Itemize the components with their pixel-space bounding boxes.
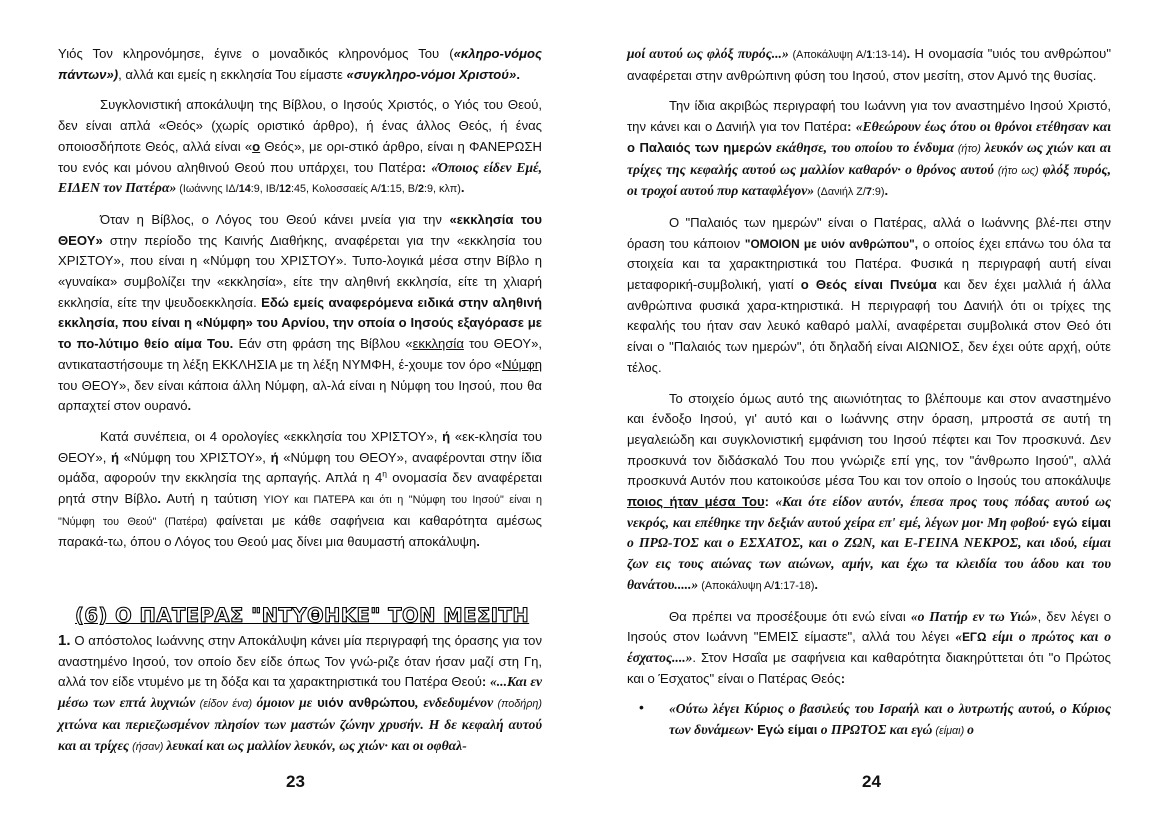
bullet-icon: • xyxy=(639,699,644,716)
text-run: (ήτο ως) xyxy=(993,164,1043,177)
text-run: :17-18) xyxy=(780,579,815,592)
text-run: λευκαί και ως μαλλίον λευκόν, ως χιών· και οι οφθαλ- xyxy=(166,737,467,753)
paragraph xyxy=(58,210,542,417)
text-run: (είδον ένα) xyxy=(195,698,257,711)
text-run: 7 xyxy=(865,186,872,199)
bullet-text xyxy=(669,699,1111,741)
text-run: φλόξ πυρός, οι τροχοί αυτού πυρ καταφλέγον» xyxy=(627,161,1111,199)
text-run: είμι ο πρώτος και ο έσχατος....» xyxy=(627,629,1111,665)
numbered-paragraph xyxy=(58,631,542,757)
text-run: και δεν έχει μαλλιά ή άλλα ανθρώπινα φυσικά χαρα-κτηριστικά. Η περιγραφή του Δανιήλ ότι οι τρίχες της κεφαλής του ήταν σαν λευκό καθαρό μαλλί, αναφέρεται συμβολικά στον Θεό ότι είναι ο "Παλαιός των ημερών", ότι δηλαδή είναι ΑΙΩΝΙΟΣ, δεν έχει ούτε αρχή, ούτε τέλος. xyxy=(627,277,1111,375)
text-run: «...Και εν μέσω των επτά λυχνιών xyxy=(58,674,543,711)
text-run: Ο απόστολος Ιωάννης στην Αποκάλυψη κάνει μία περιγραφή της όρασης για τον αναστημένο Ιησού, τον οποίο δεν είδε όπως Τον γνώ-ριζε όταν ήσαν μαζί στη Γη, αλλά τον είδε ντυμένο με τη δόξα και τα χαρακτηριστικά του Πατέρα Θεού xyxy=(58,633,542,690)
page-number: 23 xyxy=(286,772,305,791)
left-page xyxy=(58,44,542,553)
right-page xyxy=(627,44,1111,742)
text-run: . xyxy=(516,66,520,82)
text-run: «κληρο-νόμος πάντων») xyxy=(58,46,542,82)
text-run: . xyxy=(187,398,192,414)
text-run: (ήτο) xyxy=(954,142,985,155)
text-run: :13-14) xyxy=(872,49,907,61)
text-run: :9, ΙΒ/ xyxy=(250,183,279,196)
text-run: , δεν λέγει ο Ιησούς στον Ιωάννη "ΕΜΕΙΣ είμαστε", αλλά του λέγει xyxy=(627,608,1111,645)
text-run: ο Παλαιός των ημερών xyxy=(627,139,772,155)
text-run: «ο Πατήρ εν τω Υιώ» xyxy=(910,608,1038,624)
text-run: : xyxy=(764,494,776,510)
text-run: «Εθεώρουν έως ότου οι θρόνοι ετέθησαν και xyxy=(855,119,1112,135)
paragraph xyxy=(627,44,1111,86)
text-run: (Δανιήλ Ζ/ xyxy=(814,186,866,199)
text-run: Το στοιχείο όμως αυτό της αιωνιότητας το βλέπουμε και στον αναστημένο και ένδοξο Ιησού, γι' αυτό και ο Ιωάννης στην όραση, μπροστά σε αυτή τη μεγαλειώδη και συγκλονιστική εμφάνιση του Ιησού πέφτει και Τον προσκυνά. Δεν προσκυνά τον διδάσκαλό Του που γνώριζε επί γης, τον "άνθρωπο Ιησού", αλλά προσκυνά Αυτόν που κατοικούσε μέσα Του και τον οποίο ο Ιησούς του αποκάλυψε xyxy=(627,390,1111,489)
text-run: ΕΓΩ xyxy=(962,630,987,645)
text-run: μοί αυτού ως φλόξ πυρός...» xyxy=(627,46,789,61)
text-run: «Νύμφη του ΧΡΙΣΤΟΥ», xyxy=(118,449,271,465)
paragraph xyxy=(58,427,542,553)
paragraph xyxy=(627,213,1111,379)
text-run: 1. xyxy=(58,632,71,649)
paragraph xyxy=(58,95,542,200)
text-run: :15, Β/ xyxy=(386,183,418,196)
text-run: . xyxy=(460,180,465,196)
text-run: (Ιωάννης ΙΔ/ xyxy=(176,183,239,196)
paragraph xyxy=(627,96,1111,203)
text-run: :9) xyxy=(871,186,885,199)
text-run: . xyxy=(157,491,161,507)
text-run: Εγώ είμαι xyxy=(757,722,818,738)
text-run: «Και ότε είδον αυτόν, έπεσα προς τους πόδας αυτού ως νεκρός, και επέθηκε την δεξιάν αυτού χείρα επ' εμέ, λέγων μοι· Μη φοβού· xyxy=(627,494,1111,530)
text-run: Θα πρέπει να προσέξουμε ότι ενώ είναι xyxy=(669,608,911,624)
text-run: , ενδεδυμένον xyxy=(415,695,494,711)
text-run: όμοιον με xyxy=(256,695,318,711)
text-run: ονομασία δεν αναφέρεται ρητά στην Βίβλο xyxy=(58,470,542,507)
text-run: εκκλησία xyxy=(412,336,464,352)
text-run: Συγκλονιστική αποκάλυψη της Βίβλου, ο Ιησούς Χριστός, ο Υιός του Θεού, δεν είναι απλά «Θεός» (χωρίς οριστικό άρθρο), ή ένας άλλος Θεός, ή ένας οποιοσδήποτε Θεός, αλλά είναι « xyxy=(58,97,542,154)
text-run: ο xyxy=(252,138,261,154)
text-run: 2 xyxy=(417,183,424,196)
text-run: ή xyxy=(270,449,279,465)
text-run: ο Θεός είναι Πνεύμα xyxy=(800,277,937,293)
left-page-lower xyxy=(58,631,542,757)
text-run: « xyxy=(955,629,963,645)
text-run: Εάν στη φράση της Βίβλου « xyxy=(233,336,413,352)
text-run: (ποδήρη) xyxy=(493,698,542,711)
text-run: 14 xyxy=(238,183,251,196)
text-run: (Αποκάλυψη Α/ xyxy=(788,49,867,61)
text-run: του ΘΕΟΥ», δεν είναι κάποια άλλη Νύμφη, αλ-λά είναι η Νύμφη του Ιησού, που θα αρπαχτεί στον ουρανό xyxy=(58,377,542,414)
text-run: «Νύμφη του ΘΕΟΥ», αναφέρονται στην ίδια ομάδα, αφορούν την εκκλησία της αρπαγής. Απλά η 4 xyxy=(58,449,542,486)
section-heading: (6) Ο ΠΑΤΕΡΑΣ "ΝΤΥΘΗΚΕ" ΤΟΝ ΜΕΣΙΤΗ xyxy=(75,604,530,627)
text-run: Όταν η Βίβλος, ο Λόγος του Θεού κάνει μνεία για την xyxy=(100,211,450,227)
paragraph xyxy=(627,389,1111,597)
paragraph xyxy=(627,607,1111,690)
text-run: φαίνεται με κάθε σαφήνεια και καθαρότητα αμέσως παρακά-τω, όπου ο Λόγος του Θεού μας δίνει μια θαυμαστή αποκάλυψη xyxy=(58,512,542,550)
text-run: Την ίδια ακριβώς περιγραφή του Ιωάννη για τον αναστημένο Ιησού Χριστό, την κάνει και ο Δανιήλ για τον Πατέρα xyxy=(627,98,1111,135)
text-run: :45, Κολοσσαείς Α/ xyxy=(291,183,381,196)
text-run: εγώ είμαι xyxy=(1052,514,1111,530)
text-run: υιόν ανθρώπου xyxy=(317,695,416,711)
text-run: λευκόν ως χιών και αι τρίχες της κεφαλής αυτού ως μαλλίον καθαρόν· ο θρόνος αυτού xyxy=(627,139,1111,177)
text-run: ή xyxy=(110,449,119,465)
text-run: χιτώνα και περιεζωσμένον πλησίον των μαστών ζώνην χρυσήν. Η δε κεφαλή αυτού και αι τρίχες xyxy=(58,716,542,753)
text-run: Η ονομασία "υιός του ανθρώπου" αναφέρεται στην ανθρώπινη φύση του Ιησού, στον μεσίτη, στον Αμνό της θυσίας. xyxy=(627,46,1111,83)
text-run: Υιός Τον κληρονόμησε, έγινε ο μοναδικός κληρονόμος Του ( xyxy=(58,46,454,61)
page-number: 24 xyxy=(862,772,881,791)
bullet-item xyxy=(627,699,1111,741)
text-run: Ο "Παλαιός των ημερών" είναι ο Πατέρας, αλλά ο Ιωάννης βλέ-πει στην όραση του κάποιον xyxy=(627,214,1111,251)
text-run: Κατά συνέπεια, οι 4 ορολογίες «εκκλησία του ΧΡΙΣΤΟΥ», xyxy=(100,428,443,444)
text-run: ΥΙΟΥ και ΠΑΤΕΡΑ και ότι η "Νύμφη του Ιησού" είναι η "Νύμφη του Θεού" (Πατέρα) xyxy=(58,494,542,528)
text-run: Νύμφη xyxy=(502,356,542,372)
text-run: του ΘΕΟΥ», αντικαταστήσουμε τη λέξη ΕΚΚΛΗΣΙΑ με τη λέξη ΝΥΜΦΗ, έ-χουμε τον όρο « xyxy=(58,336,542,372)
text-run: η xyxy=(382,469,388,479)
text-run: Αυτή η ταύτιση xyxy=(161,491,264,507)
text-run: Εδώ εμείς αναφερόμενα ειδικά στην αληθινή εκκλησία, που είναι η «Νύμφη» του Αρνίου, την οποία ο Ιησούς εξαγόρασε με το πο-λύτιμο θείο αίμα Του. xyxy=(58,294,542,352)
text-run: Θεός», με ορι-στικό άρθρο, είναι η ΦΑΝΕΡΩΣΗ του ενός και μόνου αληθινού Θεού που υπάρχει, του Πατέρα xyxy=(58,138,543,175)
text-run: «Όποιος είδεν Εμέ, ΕΙΔΕΝ τον Πατέρα» xyxy=(58,159,543,196)
text-run: (Αποκάλυψη Α/ xyxy=(698,579,775,592)
text-run: . xyxy=(814,576,819,592)
text-run: : xyxy=(481,674,490,690)
text-run: ποιος ήταν μέσα Του xyxy=(627,494,765,510)
text-run: «εκ-κλησία του ΘΕΟΥ», xyxy=(58,428,542,465)
text-run: "ΟΜΟΙΟΝ με υιόν ανθρώπου", xyxy=(744,236,918,251)
text-run: 12 xyxy=(278,183,291,196)
text-run: : xyxy=(421,159,432,175)
text-run: : xyxy=(840,670,846,686)
text-run: «εκκλησία του ΘΕΟΥ» xyxy=(58,211,542,248)
text-run: ή xyxy=(442,428,451,444)
text-run: . xyxy=(906,46,911,61)
text-run: εκάθησε, του οποίου το ένδυμα xyxy=(771,139,954,155)
text-run: «συγκληρο-νόμοι Χριστού» xyxy=(346,66,517,82)
paragraph xyxy=(58,44,542,85)
text-run: (ήσαν) xyxy=(129,740,167,753)
text-run: . xyxy=(476,534,480,550)
text-run: ο ΠΡΩ-ΤΟΣ και ο ΕΣΧΑΤΟΣ, και ο ΖΩΝ, και Ε-ΓΕΙΝΑ ΝΕΚΡΟΣ, και ιδού, είμαι ζων εις τους αιώνας των αιώνων, αμήν, και έχω τα κλειδία του άδου και του θανάτου.....» xyxy=(627,535,1111,592)
text-run: 1 xyxy=(866,49,873,61)
text-run: στην περίοδο της Καινής Διαθήκης, αναφέρεται για την «εκκλησία του ΧΡΙΣΤΟΥ», που είναι η «Νύμφη του ΧΡΙΣΤΟΥ». Τυπο-λογικά μέσα στην Βίβλο η «γυναίκα» συμβολίζει την «εκκλησία», είτε την αληθινή εκκλησία, είτε τη χλιαρή εκκλησία, είτε την ψευδοεκκλησία. xyxy=(58,232,542,310)
text-run: 1 xyxy=(774,579,781,592)
text-run: «Ούτω λέγει Κύριος ο βασιλεύς του Ισραήλ και ο λυτρωτής αυτού, ο Κύριος των δυνάμεων· xyxy=(669,701,1111,738)
text-run: 1 xyxy=(380,183,387,196)
text-run: ο xyxy=(967,722,974,738)
text-run: :9, κλπ) xyxy=(423,183,461,196)
text-run: , αλλά και εμείς η εκκλησία Του είμαστε xyxy=(118,66,347,82)
text-run: : xyxy=(847,119,856,135)
text-run: ο ΠΡΩΤΟΣ και εγώ xyxy=(817,722,933,738)
text-run: ο οποίος έχει επάνω του όλα τα στοιχεία και τα χαρακτηριστικά του Πατέρα. Φυσικά η περιγραφή αυτή είναι μεταφορική-συμβολική, γιατί xyxy=(627,235,1111,293)
text-run: . Στον Ησαΐα με σαφήνεια και καθαρότητα διακηρύττεται ότι "ο Πρώτος και ο Έσχατος" είναι ο Πατέρας Θεός xyxy=(627,649,1111,686)
text-run: (είμαι) xyxy=(932,725,968,738)
text-run: . xyxy=(884,183,889,199)
